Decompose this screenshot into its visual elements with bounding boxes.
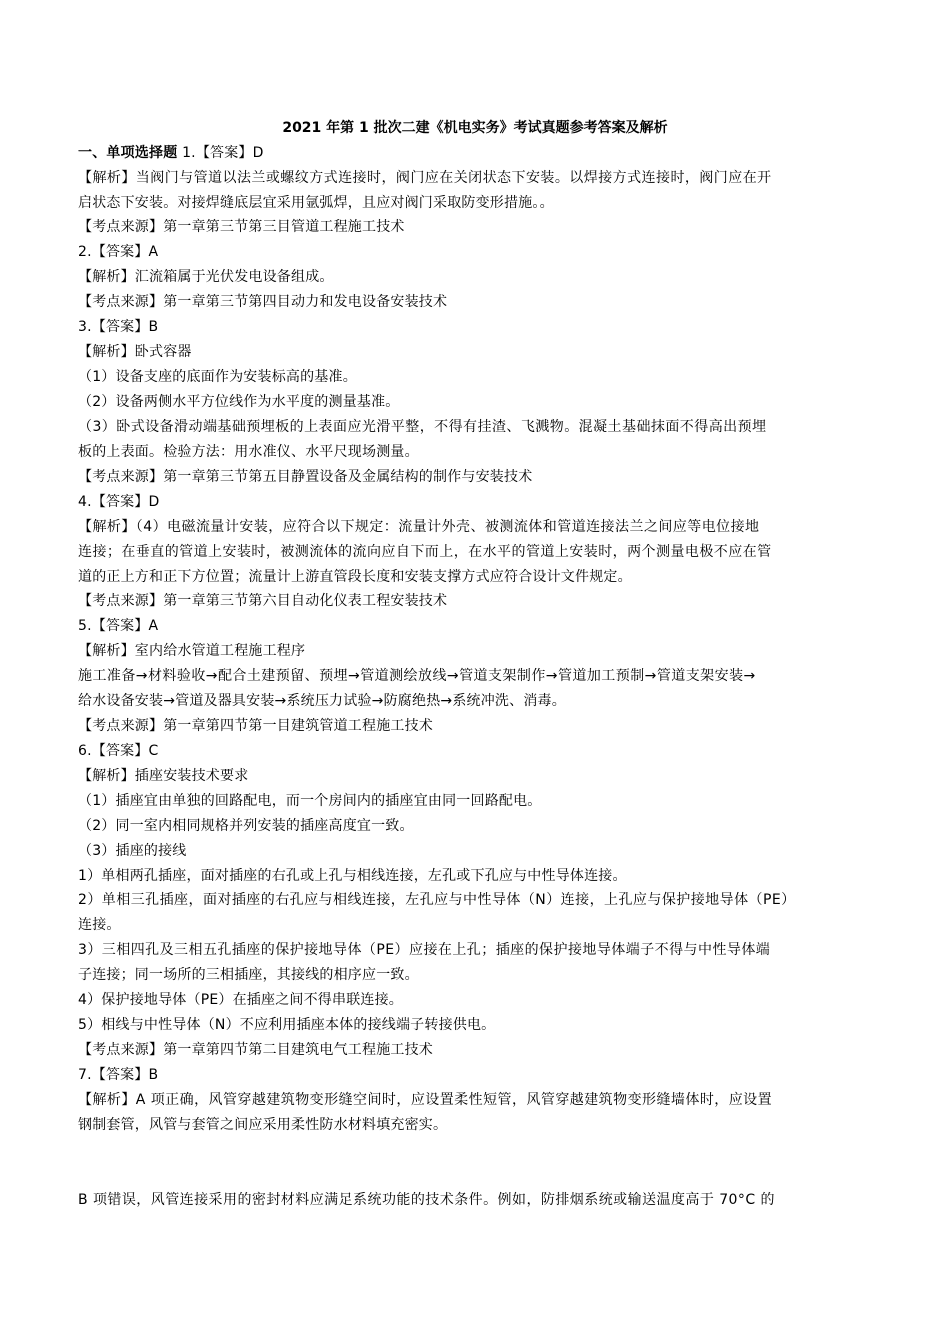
source-line: 【考点来源】第一章第三节第五目静置设备及金属结构的制作与安装技术 (78, 469, 533, 485)
text-line: （2）设备两侧水平方位线作为水平度的测量基准。 (78, 394, 400, 410)
text-line: 连接；在垂直的管道上安装时，被测流体的流向应自下而上，在水平的管道上安装时，两个测量电极不应在管 (78, 544, 772, 560)
text-line: 3）三相四孔及三相五孔插座的保护接地导体（PE）应接在上孔；插座的保护接地导体端子不得与中性导体端 (78, 942, 771, 958)
text-line: 【解析】A 项正确，风管穿越建筑物变形缝空间时，应设置柔性短管，风管穿越建筑物变形缝墙体时，应设置 (78, 1092, 773, 1108)
answer-line: 1.【答案】D (182, 145, 264, 161)
text-line: 【解析】汇流箱属于光伏发电设备组成。 (78, 269, 334, 285)
text-line: 2）单相三孔插座，面对插座的右孔应与相线连接，左孔应与中性导体（N）连接，上孔应与保护接地导体（PE） (78, 892, 796, 908)
text-line: 【解析】（4）电磁流量计安装，应符合以下规定：流量计外壳、被测流体和管道连接法兰之间应等电位接地 (78, 519, 760, 535)
answer-line: 6.【答案】C (78, 743, 159, 759)
document-title: 2021 年第 1 批次二建《机电实务》考试真题参考答案及解析 (282, 120, 668, 136)
source-line: 【考点来源】第一章第三节第三目管道工程施工技术 (78, 219, 405, 235)
source-line: 【考点来源】第一章第三节第四目动力和发电设备安装技术 (78, 294, 448, 310)
text-line: 施工准备→材料验收→配合土建预留、预埋→管道测绘放线→管道支架制作→管道加工预制→管道支架安装→ (78, 668, 756, 684)
text-line: （2）同一室内相同规格并列安装的插座高度宜一致。 (78, 818, 414, 834)
section-heading: 一、单项选择题 (78, 145, 178, 161)
text-line: B 项错误，风管连接采用的密封材料应满足系统功能的技术条件。例如，防排烟系统或输送温度高于 70°C 的 (78, 1192, 775, 1208)
answer-line: 4.【答案】D (78, 494, 160, 510)
text-line: 钢制套管，风管与套管之间应采用柔性防水材料填充密实。 (78, 1117, 448, 1133)
text-line: 4）保护接地导体（PE）在插座之间不得串联连接。 (78, 992, 403, 1008)
text-line: （1）插座宜由单独的回路配电，而一个房间内的插座宜由同一回路配电。 (78, 793, 542, 809)
text-line: 【解析】插座安装技术要求 (78, 768, 249, 784)
answer-line: 2.【答案】A (78, 244, 159, 260)
text-line: （3）卧式设备滑动端基础预埋板的上表面应光滑平整，不得有挂渣、飞溅物。混凝土基础抹面不得高出预埋 (78, 419, 767, 435)
text-line: 启状态下安装。对接焊缝底层宜采用氩弧焊，且应对阀门采取防变形措施。。 (78, 195, 554, 211)
text-line: 5）相线与中性导体（N）不应利用插座本体的接线端子转接供电。 (78, 1017, 496, 1033)
text-line: （3）插座的接线 (78, 843, 187, 859)
text-line: 子连接；同一场所的三相插座，其接线的相序应一致。 (78, 967, 419, 983)
source-line: 【考点来源】第一章第四节第二目建筑电气工程施工技术 (78, 1042, 433, 1058)
source-line: 【考点来源】第一章第三节第六目自动化仪表工程安装技术 (78, 593, 448, 609)
text-line: 【解析】卧式容器 (78, 344, 192, 360)
text-line: 道的正上方和正下方位置；流量计上游直管段长度和安装支撑方式应符合设计文件规定。 (78, 569, 632, 585)
answer-line: 7.【答案】B (78, 1067, 159, 1083)
text-line: 板的上表面。检验方法：用水准仪、水平尺现场测量。 (78, 444, 419, 460)
answer-line: 5.【答案】A (78, 618, 159, 634)
text-line: 【解析】室内给水管道工程施工程序 (78, 643, 306, 659)
text-line: 给水设备安装→管道及器具安装→系统压力试验→防腐绝热→系统冲洗、消毒。 (78, 693, 566, 709)
text-line: 【解析】当阀门与管道以法兰或螺纹方式连接时，阀门应在关闭状态下安装。以焊接方式连接时，阀门应在开 (78, 170, 772, 186)
text-line: 连接。 (78, 917, 121, 933)
source-line: 【考点来源】第一章第四节第一目建筑管道工程施工技术 (78, 718, 433, 734)
first-line (78, 144, 264, 162)
text-line: （1）设备支座的底面作为安装标高的基准。 (78, 369, 357, 385)
text-line: 1）单相两孔插座，面对插座的右孔或上孔与相线连接，左孔或下孔应与中性导体连接。 (78, 868, 627, 884)
answer-line: 3.【答案】B (78, 319, 159, 335)
